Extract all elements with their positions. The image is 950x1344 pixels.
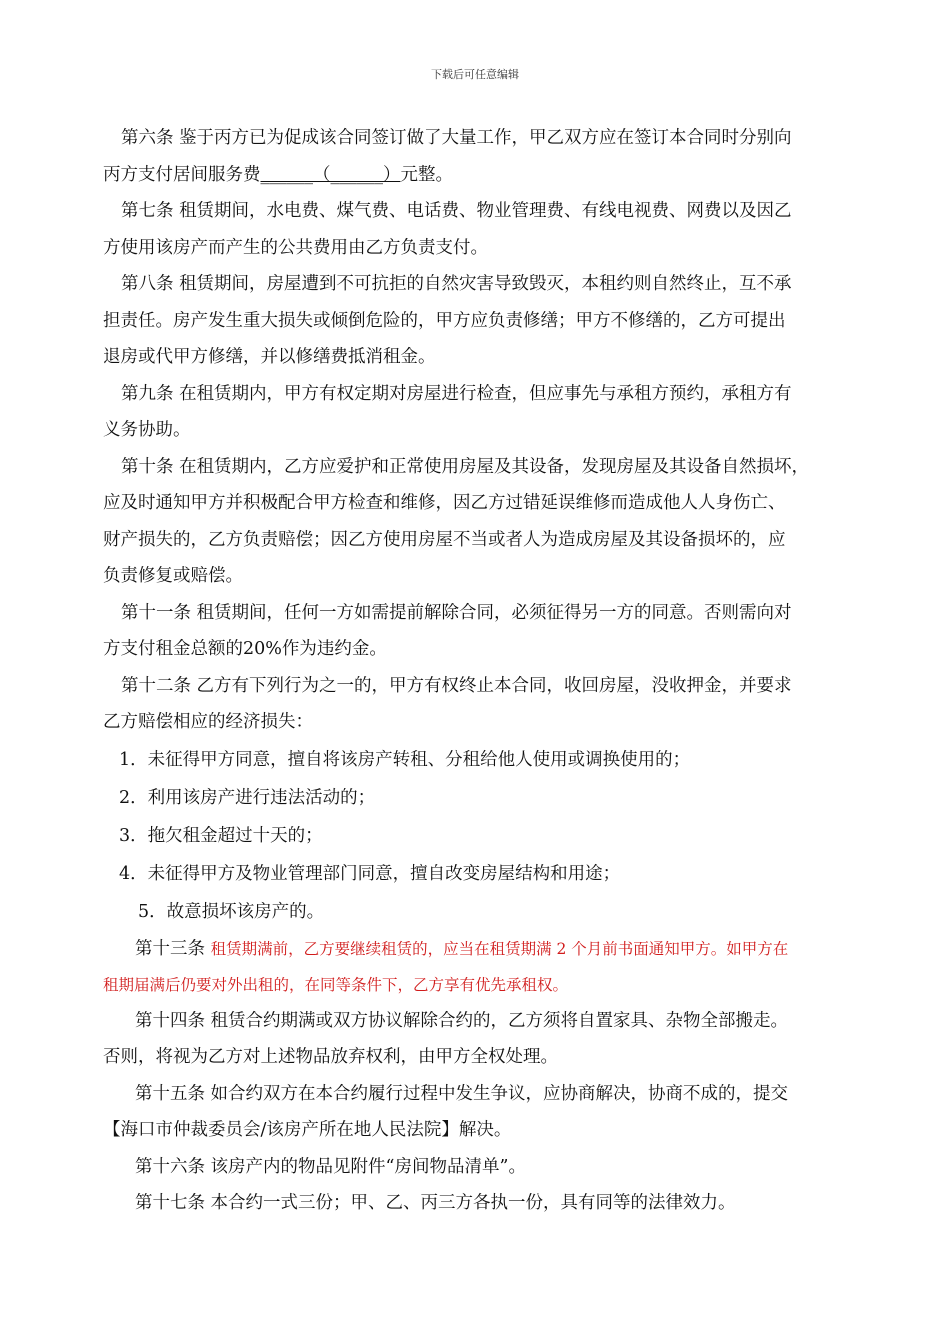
article-11-line-2: 方支付租金总额的20%作为违约金。	[103, 639, 387, 659]
article-16: 第十六条 该房产内的物品见附件“房间物品清单”。	[135, 1156, 526, 1177]
article-8-line-1: 第八条 租赁期间，房屋遭到不可抗拒的自然灾害导致毁灭，本租约则自然终止，互不承	[121, 274, 792, 294]
article-13	[103, 931, 863, 1003]
article-9-line-2: 义务协助。	[103, 420, 191, 440]
article-6-fee-suffix: 元整。	[400, 164, 453, 185]
article-10	[103, 449, 863, 595]
article-9-line-1: 第九条 在租赁期内，甲方有权定期对房屋进行检查，但应事先与承租方预约，承租方有	[121, 383, 792, 404]
article-10-line-2: 应及时通知甲方并积极配合甲方检查和维修，因乙方过错延误维修而造成他人人身伤亡、	[103, 493, 786, 513]
article-7	[103, 193, 863, 266]
list-item: 4．未征得甲方及物业管理部门同意，擅自改变房屋结构和用途；	[119, 863, 621, 884]
article-13-highlight-2: 租期届满后仍要对外出租的，在同等条件下，乙方享有优先承租权。	[103, 975, 569, 994]
contract-body	[103, 120, 863, 1222]
article-7-line-1: 第七条 租赁期间，水电费、煤气费、电话费、物业管理费、有线电视费、网费以及因乙	[121, 201, 792, 221]
article-15-line-1: 第十五条 如合约双方在本合约履行过程中发生争议，应协商解决，协商不成的，提交	[135, 1083, 789, 1104]
article-13-line-1	[103, 931, 863, 967]
article-10-line-1: 第十条 在租赁期内，乙方应爱护和正常使用房屋及其设备，发现房屋及其设备自然损坏，	[121, 456, 810, 477]
list-item: 1．未征得甲方同意，擅自将该房产转租、分租给他人使用或调换使用的；	[119, 749, 691, 770]
article-15-line-2: 【海口市仲裁委员会/该房产所在地人民法院】解决。	[103, 1120, 512, 1140]
article-6-line-1: 第六条 鉴于丙方已为促成该合同签订做了大量工作，甲乙双方应在签订本合同时分别向	[121, 128, 792, 148]
article-6-fee-label: 丙方支付居间服务费	[103, 164, 261, 185]
article-13-highlight-1: 租赁期满前，乙方要继续租赁的，应当在租赁期满 2 个月前书面通知甲方。如甲方在	[210, 939, 789, 958]
page-header: 下载后可任意编辑	[431, 68, 519, 81]
article-8-line-3: 退房或代甲方修缮，并以修缮费抵消租金。	[103, 347, 436, 367]
article-13-line-2	[103, 967, 863, 1003]
article-8-line-2: 担责任。房产发生重大损失或倾倒危险的，甲方应负责修缮；甲方不修缮的，乙方可提出	[103, 310, 786, 331]
article-10-line-3: 财产损失的，乙方负责赔偿；因乙方使用房屋不当或者人为造成房屋及其设备损坏的，应	[103, 529, 786, 550]
article-6-line-2	[103, 157, 863, 194]
article-10-line-4: 负责修复或赔偿。	[103, 566, 243, 586]
list-item: 2．利用该房产进行违法活动的；	[119, 787, 376, 808]
article-14	[103, 1003, 863, 1076]
article-14-line-2: 否则，将视为乙方对上述物品放弃权利，由甲方全权处理。	[103, 1047, 558, 1067]
article-14-line-1: 第十四条 租赁合约期满或双方协议解除合约的，乙方须将自置家具、杂物全部搬走。	[135, 1010, 789, 1031]
article-9	[103, 376, 863, 449]
article-11-line-1: 第十一条 租赁期间，任何一方如需提前解除合同，必须征得另一方的同意。否则需向对	[121, 602, 792, 623]
article-11	[103, 595, 863, 668]
article-8	[103, 266, 863, 376]
article-17: 第十七条 本合约一式三份；甲、乙、丙三方各执一份，具有同等的法律效力。	[135, 1193, 736, 1213]
list-item: 5．故意损坏该房产的。	[138, 901, 325, 922]
article-12	[103, 668, 863, 931]
article-7-line-2: 方使用该房产而产生的公共费用由乙方负责支付。	[103, 237, 488, 258]
article-13-label: 第十三条	[135, 938, 205, 959]
article-12-line-2: 乙方赔偿相应的经济损失：	[103, 712, 313, 732]
article-15	[103, 1076, 863, 1149]
fee-amount-blank: ______（______）	[260, 164, 401, 185]
list-item: 3．拖欠租金超过十天的；	[119, 825, 323, 846]
article-12-line-1: 第十二条 乙方有下列行为之一的，甲方有权终止本合同，收回房屋，没收押金，并要求	[121, 675, 792, 696]
article-6	[103, 120, 863, 193]
